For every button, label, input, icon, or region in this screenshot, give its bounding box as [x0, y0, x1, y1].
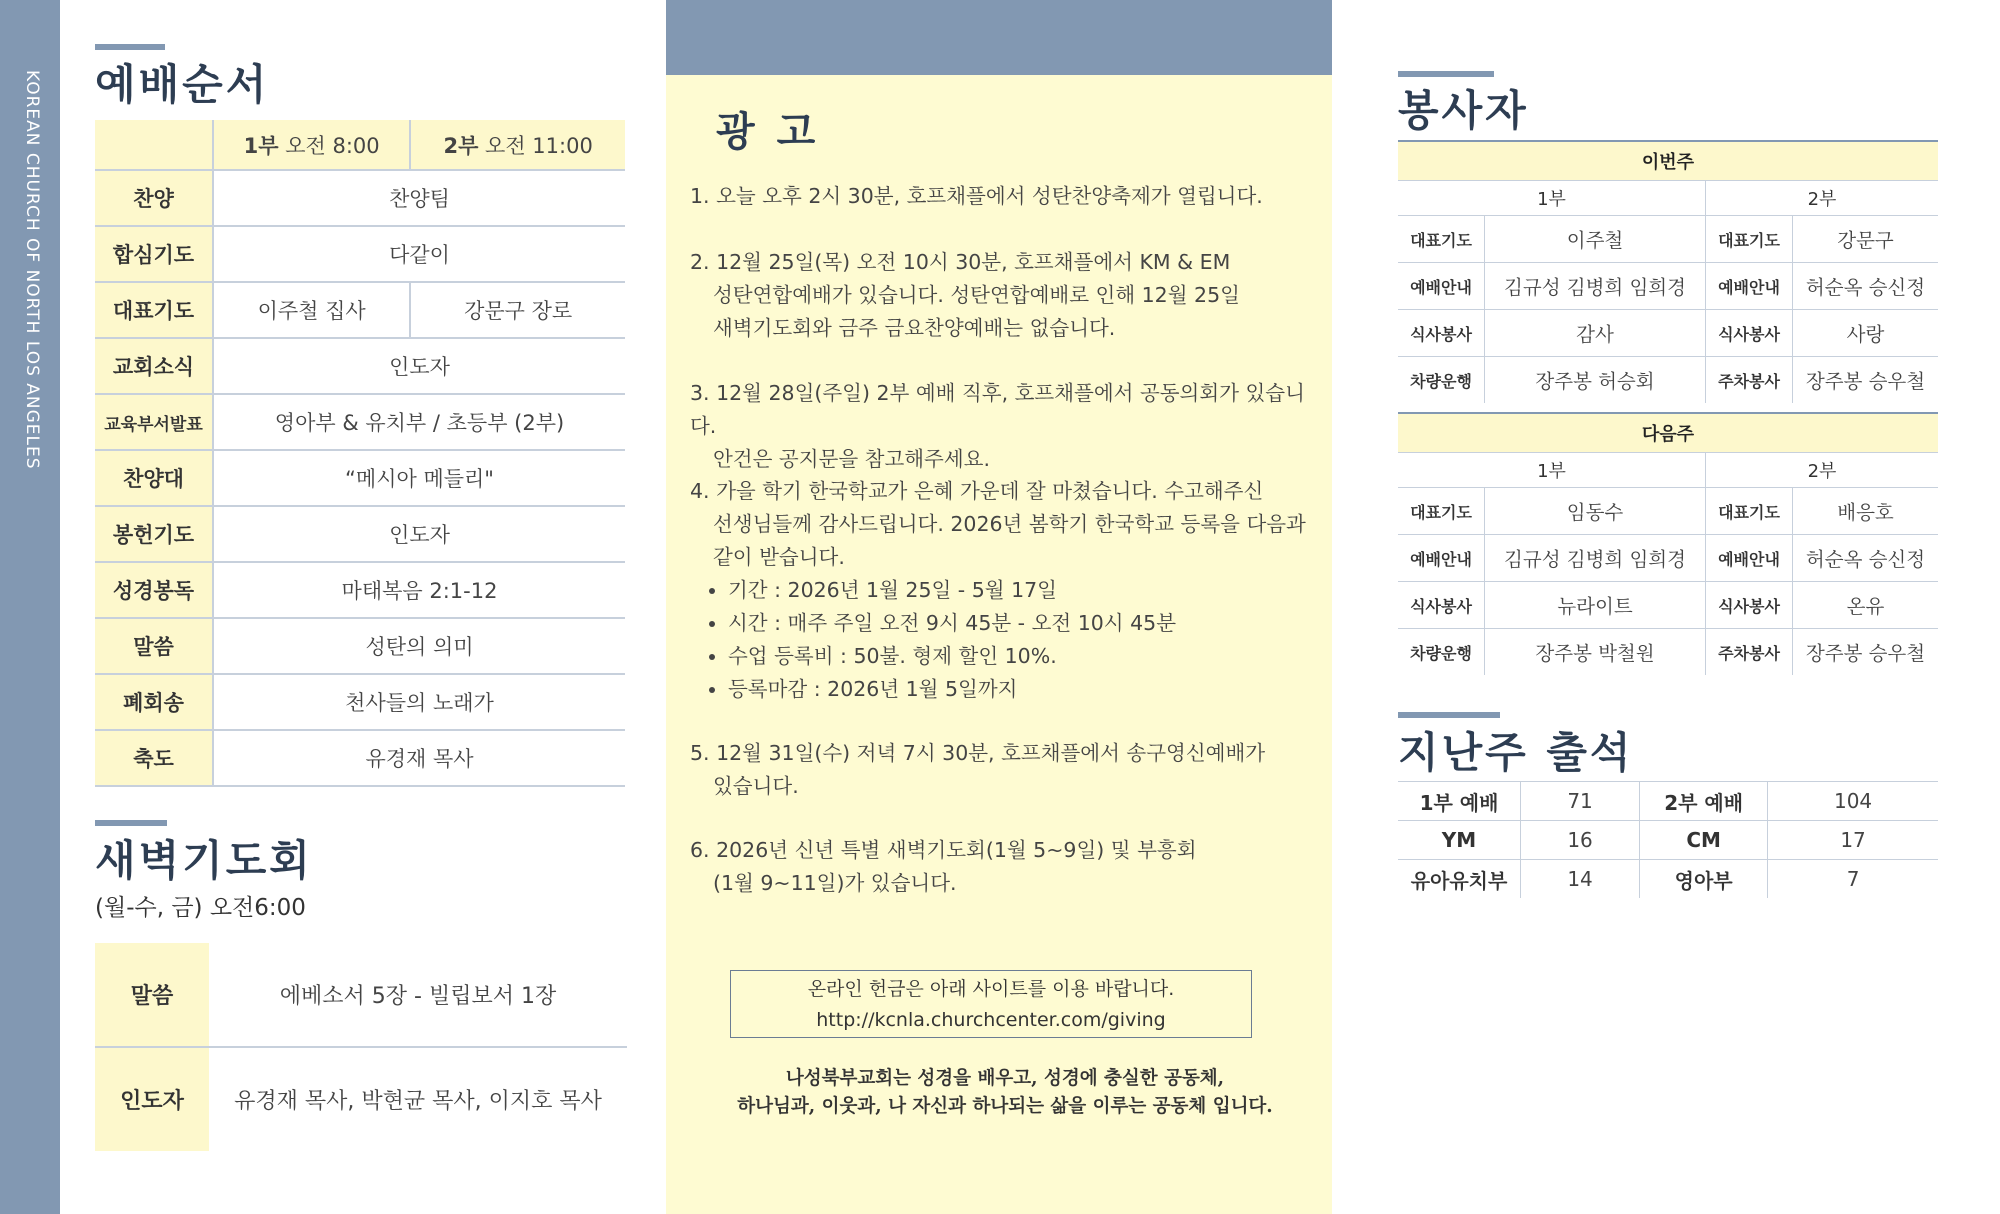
order-row: [95, 562, 625, 618]
announcement-item: [690, 834, 1320, 900]
role-value: 장주봉 허승회: [1485, 357, 1706, 404]
part-header-row: [1398, 453, 1938, 488]
order-value: 천사들의 노래가: [213, 674, 625, 730]
dawn-row: [95, 1047, 627, 1151]
list-item: • 수업 등록비 : 50불. 형제 할인 10%.: [728, 640, 1320, 673]
role-label: 예배안내: [1398, 263, 1485, 310]
announcement-item: [690, 180, 1320, 213]
motto-line: 나성북부교회는 성경을 배우고, 성경에 충실한 공동체,: [785, 1068, 1225, 1089]
volunteer-row: [1398, 216, 1938, 263]
order-value: “메시아 메들리": [213, 450, 625, 506]
attendance-row: [1398, 782, 1938, 821]
order-label: 축도: [95, 730, 213, 786]
registration-details-list: [690, 574, 1320, 706]
attendance-value: 14: [1521, 860, 1640, 899]
order-row: [95, 730, 625, 786]
order-row: [95, 394, 625, 450]
volunteer-row: [1398, 488, 1938, 535]
volunteer-row: [1398, 263, 1938, 310]
attendance-value: 17: [1768, 821, 1938, 860]
attendance-value: 7: [1768, 860, 1938, 899]
order-header-empty: [95, 120, 213, 170]
role-label: 식사봉사: [1398, 310, 1485, 357]
order-label: 성경봉독: [95, 562, 213, 618]
order-row: [95, 338, 625, 394]
motto-line: 하나님과, 이웃과, 나 자신과 하나되는 삶을 이루는 공동체 입니다.: [737, 1096, 1273, 1117]
announcement-line: 3. 12월 28일(주일) 2부 예배 직후, 호프채플에서 공동의회가 있습니다.: [690, 381, 1305, 438]
announcement-line: 6. 2026년 신년 특별 새벽기도회(1월 5~9일) 및 부흥회: [690, 838, 1197, 862]
role-label: 주차봉사: [1706, 629, 1793, 676]
role-label: 식사봉사: [1706, 310, 1793, 357]
announcement-line: 1. 오늘 오후 2시 30분, 호프채플에서 성탄찬양축제가 열립니다.: [690, 184, 1263, 208]
attendance-label: 2부 예배: [1640, 782, 1768, 821]
order-value: 다같이: [213, 226, 625, 282]
list-item: • 등록마감 : 2026년 1월 5일까지: [728, 673, 1320, 706]
role-label: 예배안내: [1398, 535, 1485, 582]
order-header-part2: 2부 오전 11:00: [410, 120, 625, 170]
role-label: 대표기도: [1398, 488, 1485, 535]
volunteers-this-week-table: [1398, 140, 1938, 403]
order-label: 찬양대: [95, 450, 213, 506]
announcement-line: 같이 받습니다.: [713, 545, 845, 569]
announcement-line: 성탄연합예배가 있습니다. 성탄연합예배로 인해 12월 25일: [713, 283, 1240, 307]
role-value: 허순옥 승신정: [1793, 535, 1938, 582]
accent-bar: [95, 820, 167, 826]
order-value: 성탄의 의미: [213, 618, 625, 674]
order-row: [95, 282, 625, 338]
order-label: 합심기도: [95, 226, 213, 282]
announcement-item: [690, 475, 1320, 706]
dawn-subtitle: (월-수, 금) 오전6:00: [95, 895, 306, 921]
part-label: 1부: [1398, 181, 1706, 216]
announcement-item: [690, 377, 1320, 476]
role-label: 주차봉사: [1706, 357, 1793, 404]
role-label: 식사봉사: [1706, 582, 1793, 629]
role-label: 예배안내: [1706, 535, 1793, 582]
accent-bar: [1398, 712, 1500, 718]
role-label: 대표기도: [1706, 216, 1793, 263]
dawn-value: 유경재 목사, 박현균 목사, 이지호 목사: [234, 1089, 602, 1114]
role-label: 식사봉사: [1398, 582, 1485, 629]
list-item: • 기간 : 2026년 1월 25일 - 5월 17일: [728, 574, 1320, 607]
announcement-line: 5. 12월 31일(수) 저녁 7시 30분, 호프채플에서 송구영신예배가: [690, 741, 1266, 765]
dawn-row: [95, 943, 627, 1047]
role-label: 차량운행: [1398, 357, 1485, 404]
volunteer-row: [1398, 582, 1938, 629]
dawn-label: 말씀: [95, 943, 209, 1047]
attendance-value: 71: [1521, 782, 1640, 821]
role-label: 대표기도: [1398, 216, 1485, 263]
order-row: [95, 226, 625, 282]
attendance-table: [1398, 781, 1938, 898]
order-row: [95, 170, 625, 226]
order-label: 교육부서발표: [95, 394, 213, 450]
attendance-row: [1398, 821, 1938, 860]
announcement-line: 안건은 공지문을 참고해주세요.: [713, 447, 990, 471]
attendance-label: 유아유치부: [1398, 860, 1521, 899]
week-header: [1398, 413, 1938, 453]
role-value: 김규성 김병희 임희경: [1485, 263, 1706, 310]
announcement-line: (1월 9~11일)가 있습니다.: [713, 871, 957, 895]
role-value: 허순옥 승신정: [1793, 263, 1938, 310]
role-label: 대표기도: [1706, 488, 1793, 535]
order-label: 봉헌기도: [95, 506, 213, 562]
part-label: 1부: [1398, 453, 1706, 488]
attendance-row: [1398, 860, 1938, 899]
announcement-line: 2. 12월 25일(목) 오전 10시 30분, 호프채플에서 KM & EM: [690, 250, 1231, 274]
role-value: 이주철: [1485, 216, 1706, 263]
attendance-label: YM: [1398, 821, 1521, 860]
order-value: 마태복음 2:1-12: [213, 562, 625, 618]
role-value: 장주봉 승우철: [1805, 642, 1926, 665]
volunteer-row: [1398, 310, 1938, 357]
order-row: [95, 450, 625, 506]
order-value: 인도자: [213, 338, 625, 394]
volunteers-next-week-table: [1398, 412, 1938, 675]
dawn-prayer-table: [95, 943, 627, 1151]
dawn-title: 새벽기도회: [95, 836, 313, 885]
attendance-label: 1부 예배: [1398, 782, 1521, 821]
order-value-part1: 이주철 집사: [213, 282, 410, 338]
order-row: [95, 674, 625, 730]
attendance-label: 영아부: [1640, 860, 1768, 899]
list-item: • 시간 : 매주 주일 오전 9시 45분 - 오전 10시 45분: [728, 607, 1320, 640]
volunteer-row: [1398, 357, 1938, 404]
order-label: 말씀: [95, 618, 213, 674]
attendance-value: 16: [1521, 821, 1640, 860]
accent-bar: [95, 44, 165, 50]
week-header: [1398, 141, 1938, 181]
volunteers-title: 봉사자: [1398, 86, 1529, 135]
attendance-label: CM: [1640, 821, 1768, 860]
order-label: 교회소식: [95, 338, 213, 394]
role-value: 임동수: [1485, 488, 1706, 535]
attendance-value: 104: [1768, 782, 1938, 821]
order-label: 찬양: [95, 170, 213, 226]
announcement-line: 있습니다.: [713, 774, 799, 798]
announcement-item: [690, 737, 1320, 803]
order-row: [95, 618, 625, 674]
order-label: 대표기도: [95, 282, 213, 338]
worship-order-table: [95, 120, 625, 787]
role-value: 온유: [1793, 582, 1938, 629]
order-value: 영아부 & 유치부 / 초등부 (2부): [213, 394, 625, 450]
part-label: 2부: [1706, 181, 1938, 216]
order-value-part2: 강문구 장로: [410, 282, 625, 338]
announcement-line: 새벽기도회와 금주 금요찬양예배는 없습니다.: [713, 316, 1116, 340]
order-value: 유경재 목사: [213, 730, 625, 786]
week-label: 다음주: [1398, 413, 1938, 453]
announcement-line: 선생님들께 감사드립니다. 2026년 봄학기 한국학교 등록을 다음과: [713, 512, 1306, 536]
announcement-item: [690, 246, 1320, 345]
online-giving-box: [730, 970, 1252, 1038]
volunteer-row: [1398, 629, 1938, 676]
church-motto: [690, 1065, 1320, 1121]
part-header-row: [1398, 181, 1938, 216]
role-value: 뉴라이트: [1485, 582, 1706, 629]
side-label: KOREAN CHURCH OF NORTH LOS ANGELES: [22, 70, 42, 470]
role-value: 감사: [1485, 310, 1706, 357]
announcement-line: 4. 가을 학기 한국학교가 은혜 가운데 잘 마쳤습니다. 수고해주신: [690, 479, 1264, 503]
accent-bar: [1398, 71, 1494, 77]
role-value: 배응호: [1793, 488, 1938, 535]
volunteer-row: [1398, 535, 1938, 582]
dawn-value: 에베소서 5장 - 빌립보서 1장: [209, 943, 627, 1047]
announcement-header-band: [666, 0, 1332, 75]
order-value: 찬양팀: [213, 170, 625, 226]
role-value: 장주봉 박철원: [1485, 629, 1706, 676]
giving-link[interactable]: http://kcnla.churchcenter.com/giving: [816, 1009, 1166, 1031]
order-header-row: [95, 120, 625, 170]
order-label: 폐회송: [95, 674, 213, 730]
role-label: 예배안내: [1706, 263, 1793, 310]
role-value: 강문구: [1793, 216, 1938, 263]
role-label: 차량운행: [1398, 629, 1485, 676]
role-value: 장주봉 승우철: [1805, 370, 1926, 393]
dawn-label: 인도자: [95, 1047, 209, 1151]
role-value: 사랑: [1793, 310, 1938, 357]
attendance-title: 지난주 출석: [1398, 728, 1634, 777]
order-value: 인도자: [213, 506, 625, 562]
part-label: 2부: [1706, 453, 1938, 488]
order-row: [95, 506, 625, 562]
role-value: 김규성 김병희 임희경: [1485, 535, 1706, 582]
giving-note: 온라인 헌금은 아래 사이트를 이용 바랍니다.: [807, 978, 1175, 1000]
order-title: 예배순서: [95, 60, 270, 109]
order-header-part1: 1부 오전 8:00: [213, 120, 410, 170]
announcement-title: 광고: [716, 108, 838, 155]
week-label: 이번주: [1398, 141, 1938, 181]
